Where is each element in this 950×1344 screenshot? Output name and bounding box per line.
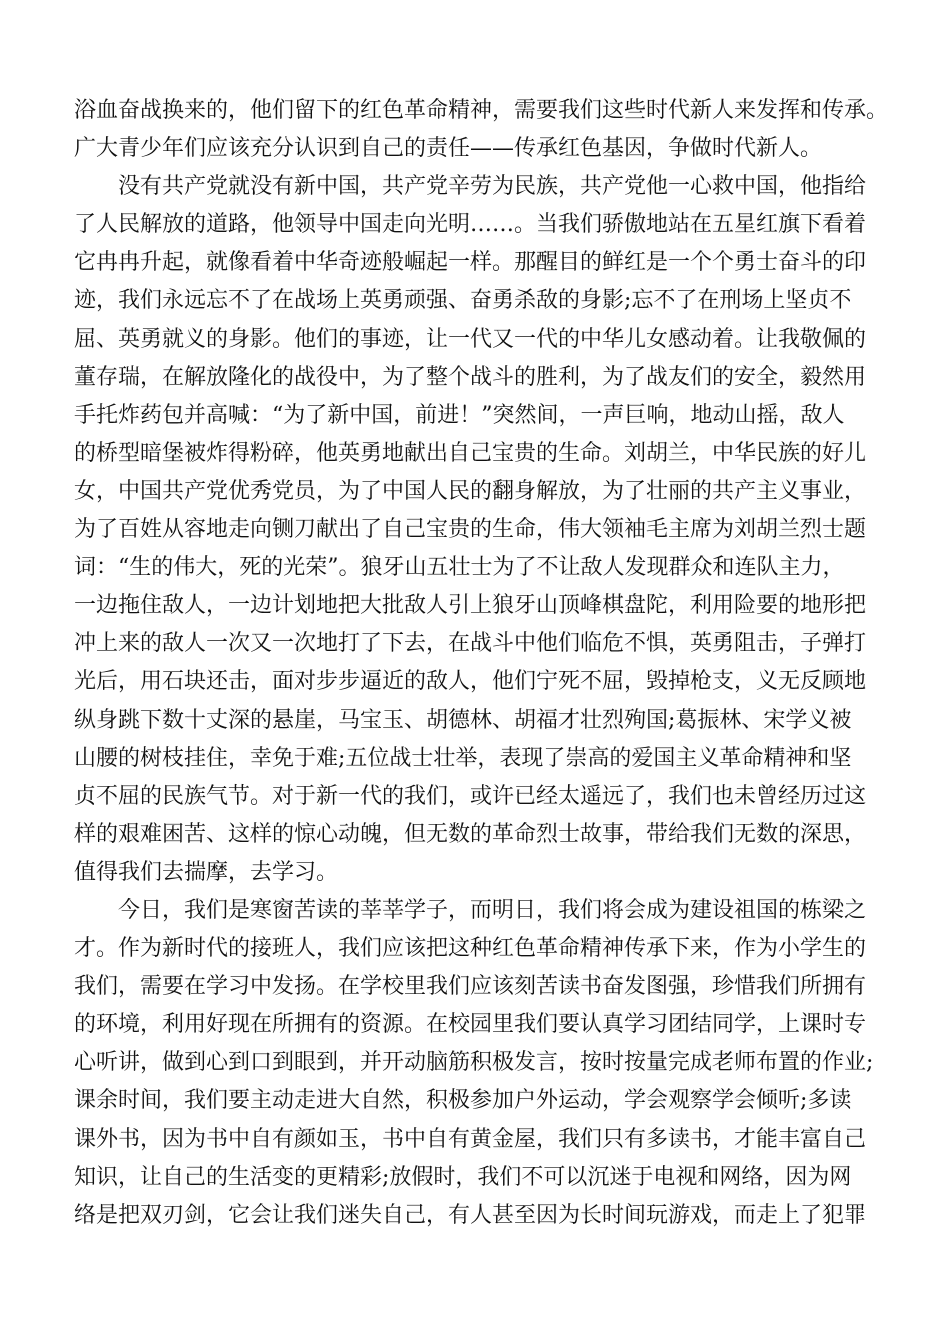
text-line: 课外书，因为书中自有颜如玉，书中自有黄金屋，我们只有多读书，才能丰富自己	[74, 1126, 867, 1152]
text-line: 浴血奋战换来的，他们留下的红色革命精神，需要我们这些时代新人来发挥和传承。	[74, 98, 889, 123]
text-line: 样的艰难困苦、这样的惊心动魄，但无数的革命烈士故事，带给我们无数的深思，	[74, 821, 867, 847]
text-line: 迹，我们永远忘不了在战场上英勇顽强、奋勇杀敌的身影;忘不了在刑场上坚贞不	[74, 288, 852, 314]
text-line: 一边拖住敌人，一边计划地把大批敌人引上狼牙山顶峰棋盘陀，利用险要的地形把	[74, 593, 867, 619]
text-line: 了人民解放的道路，他领导中国走向光明……。当我们骄傲地站在五星红旗下看着	[74, 212, 867, 238]
text-line: 心听讲，做到心到口到眼到，并开动脑筋积极发言，按时按量完成老师布置的作业;	[74, 1050, 874, 1076]
text-line: 今日，我们是寒窗苦读的莘莘学子，而明日，我们将会成为建设祖国的栋梁之	[74, 897, 867, 923]
text-line: 贞不屈的民族气节。对于新一代的我们，或许已经太遥远了，我们也未曾经历过这	[74, 783, 867, 809]
text-line: 冲上来的敌人一次又一次地打了下去，在战斗中他们临危不惧，英勇阻击，子弹打	[74, 631, 867, 657]
text-line: 它冉冉升起，就像看着中华奇迹般崛起一样。那醒目的鲜红是一个个勇士奋斗的印	[74, 250, 867, 276]
text-line: 课余时间，我们要主动走进大自然，积极参加户外运动，学会观察学会倾听;多读	[74, 1088, 852, 1114]
text-line: 屈、英勇就义的身影。他们的事迹，让一代又一代的中华儿女感动着。让我敬佩的	[74, 326, 867, 352]
text-line: 山腰的树枝挂住，幸免于难;五位战士壮举，表现了崇高的爱国主义革命精神和坚	[74, 745, 852, 771]
text-line: 纵身跳下数十丈深的悬崖，马宝玉、胡德林、胡福才壮烈殉国;葛振林、宋学义被	[74, 707, 852, 733]
text-line: 词：“生的伟大，死的光荣”。狼牙山五壮士为了不让敌人发现群众和连队主力，	[74, 555, 845, 581]
text-line: 为了百姓从容地走向铡刀献出了自己宝贵的生命，伟大领袖毛主席为刘胡兰烈士题	[74, 517, 867, 543]
text-line: 知识，让自己的生活变的更精彩;放假时，我们不可以沉迷于电视和网络，因为网	[74, 1164, 852, 1190]
text-line: 没有共产党就没有新中国，共产党辛劳为民族，共产党他一心救中国，他指给	[74, 174, 867, 200]
text-line: 手托炸药包并高喊：“为了新中国，前进！”突然间，一声巨响，地动山摇，敌人	[74, 402, 845, 428]
text-line: 广大青少年们应该充分认识到自己的责任——传承红色基因，争做时代新人。	[74, 136, 823, 162]
text-line: 光后，用石块还击，面对步步逼近的敌人，他们宁死不屈，毁掉枪支，义无反顾地	[74, 669, 867, 695]
text-line: 我们，需要在学习中发扬。在学校里我们应该刻苦读书奋发图强，珍惜我们所拥有	[74, 974, 867, 1000]
text-line: 的桥型暗堡被炸得粉碎，他英勇地献出自己宝贵的生命。刘胡兰，中华民族的好儿	[74, 440, 867, 466]
text-line: 络是把双刃剑，它会让我们迷失自己，有人甚至因为长时间玩游戏，而走上了犯罪	[74, 1202, 867, 1228]
text-line: 女，中国共产党优秀党员，为了中国人民的翻身解放，为了壮丽的共产主义事业，	[74, 478, 867, 504]
text-line: 的环境，利用好现在所拥有的资源。在校园里我们要认真学习团结同学，上课时专	[74, 1012, 867, 1038]
text-line: 才。作为新时代的接班人，我们应该把这种红色革命精神传承下来，作为小学生的	[74, 936, 867, 962]
document-body	[74, 92, 889, 1235]
text-line: 董存瑞，在解放隆化的战役中，为了整个战斗的胜利，为了战友们的安全，毅然用	[74, 364, 867, 390]
text-line: 值得我们去揣摩，去学习。	[74, 859, 339, 885]
